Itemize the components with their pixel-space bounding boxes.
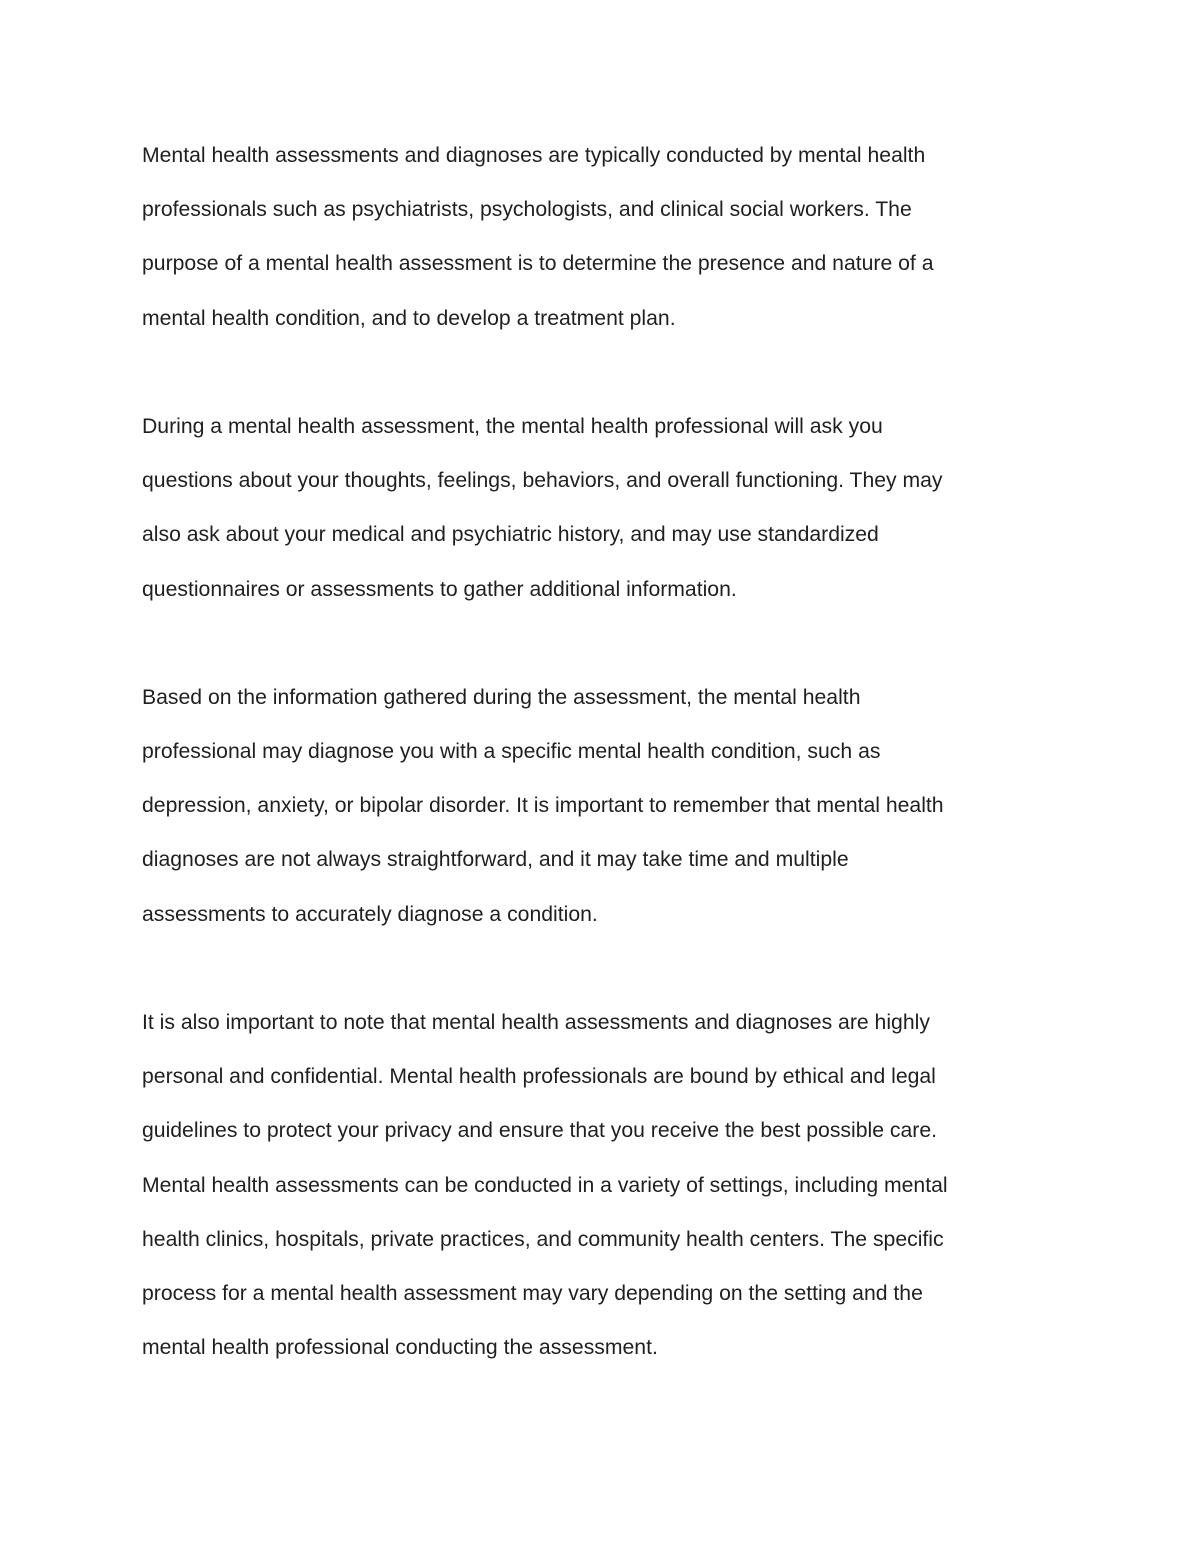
text-line: assessments to accurately diagnose a condition.	[142, 902, 598, 926]
text-line: questionnaires or assessments to gather additional information.	[142, 577, 737, 601]
document-body	[142, 129, 1062, 1375]
text-line: guidelines to protect your privacy and ensure that you receive the best possible care.	[142, 1119, 937, 1143]
paragraph-spacer	[142, 346, 1062, 400]
text-line: purpose of a mental health assessment is to determine the presence and nature of a	[142, 252, 934, 276]
text-line: personal and confidential. Mental health professionals are bound by ethical and legal	[142, 1065, 936, 1089]
text-line: mental health professional conducting the assessment.	[142, 1336, 658, 1360]
text-line: process for a mental health assessment may vary depending on the setting and the	[142, 1281, 923, 1305]
paragraph-4	[142, 996, 1062, 1375]
paragraph-3	[142, 671, 1062, 942]
paragraph-2	[142, 400, 1062, 617]
text-line: professional may diagnose you with a specific mental health condition, such as	[142, 740, 881, 764]
text-line: health clinics, hospitals, private practices, and community health centers. The specific	[142, 1227, 944, 1251]
text-line: professionals such as psychiatrists, psychologists, and clinical social workers. The	[142, 198, 912, 222]
text-line: diagnoses are not always straightforward, and it may take time and multiple	[142, 848, 849, 872]
text-line: Mental health assessments and diagnoses are typically conducted by mental health	[142, 144, 926, 167]
text-line: During a mental health assessment, the mental health professional will ask you	[142, 414, 883, 438]
paragraph-spacer	[142, 942, 1062, 996]
text-line: also ask about your medical and psychiatric history, and may use standardized	[142, 523, 879, 547]
paragraph-spacer	[142, 617, 1062, 671]
text-line: Mental health assessments can be conducted in a variety of settings, including mental	[142, 1173, 948, 1197]
text-line: It is also important to note that mental health assessments and diagnoses are highly	[142, 1011, 930, 1034]
text-line: depression, anxiety, or bipolar disorder. It is important to remember that mental health	[142, 794, 944, 818]
text-line: Based on the information gathered during the assessment, the mental health	[142, 685, 861, 709]
text-line: questions about your thoughts, feelings, behaviors, and overall functioning. They may	[142, 469, 943, 493]
paragraph-1	[142, 129, 1062, 346]
text-line: mental health condition, and to develop a treatment plan.	[142, 306, 676, 330]
